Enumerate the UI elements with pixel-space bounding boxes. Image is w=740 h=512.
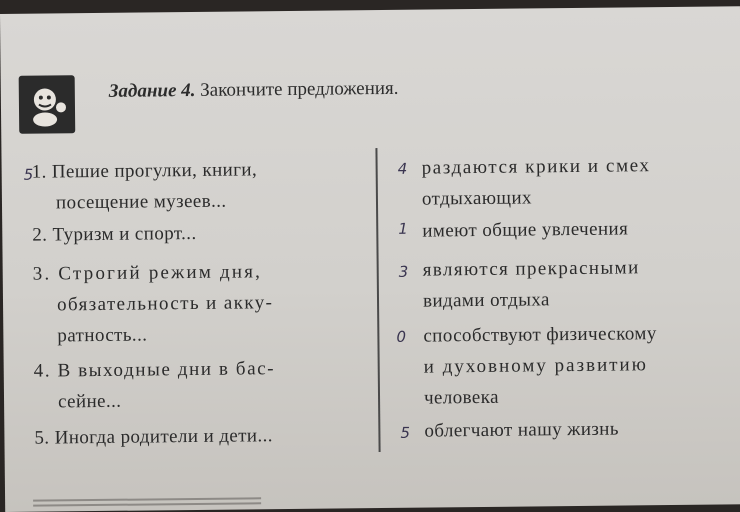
task-title xyxy=(109,78,399,103)
left-item-text: обязательность и акку- xyxy=(56,292,274,316)
handwritten-right-mark-1: 4 xyxy=(397,159,408,178)
footer-rule xyxy=(33,502,261,506)
right-item-1 xyxy=(421,149,722,214)
right-item-text: раздаются крики и смех xyxy=(421,155,651,179)
left-item-text: 4. В выходные дни в бас- xyxy=(33,358,276,382)
right-item-5 xyxy=(424,412,724,446)
handwritten-right-mark-5: 5 xyxy=(400,423,411,442)
left-item-text: ратность... xyxy=(57,324,148,347)
task-label: Задание 4. xyxy=(108,79,196,102)
left-item-1 xyxy=(31,153,362,218)
right-item-text: и духовному развитию xyxy=(423,354,648,378)
textbook-page xyxy=(0,6,740,512)
column-divider xyxy=(375,148,380,452)
right-item-2 xyxy=(422,212,722,246)
right-item-text: отдыхающих xyxy=(421,187,532,210)
right-item-text: имеют общие увлечения xyxy=(422,218,629,242)
right-item-text: облегчают нашу жизнь xyxy=(424,418,620,442)
left-item-text: 3. Строгий режим дня, xyxy=(32,261,263,285)
exercise-icon xyxy=(19,75,76,134)
right-item-3 xyxy=(423,251,724,316)
right-item-4 xyxy=(423,317,724,413)
handwritten-right-mark-4: 0 xyxy=(396,327,407,346)
right-item-text: являются прекрасными xyxy=(422,257,640,281)
left-item-text: сейне... xyxy=(57,390,122,413)
left-item-text: посещение музеев... xyxy=(55,190,227,214)
handwritten-left-mark: 5 xyxy=(23,165,34,184)
left-item-text: 1. Пешие прогулки, книги, xyxy=(31,159,258,183)
right-item-text: видами отдыха xyxy=(422,289,550,312)
task-instruction: Закончите предложения. xyxy=(200,77,399,101)
left-item-text: 2. Туризм и спорт... xyxy=(32,222,197,246)
right-item-text: способствуют физическому xyxy=(423,323,657,347)
right-item-text: человека xyxy=(423,386,499,409)
handwritten-right-mark-3: 3 xyxy=(398,262,409,281)
left-item-5 xyxy=(34,419,364,453)
left-item-3 xyxy=(33,255,364,351)
footer-rule xyxy=(33,497,261,501)
handwritten-right-mark-2: 1 xyxy=(398,219,408,238)
left-item-2 xyxy=(32,216,362,250)
left-item-4 xyxy=(34,352,365,417)
left-item-text: 5. Иногда родители и дети... xyxy=(34,425,273,449)
